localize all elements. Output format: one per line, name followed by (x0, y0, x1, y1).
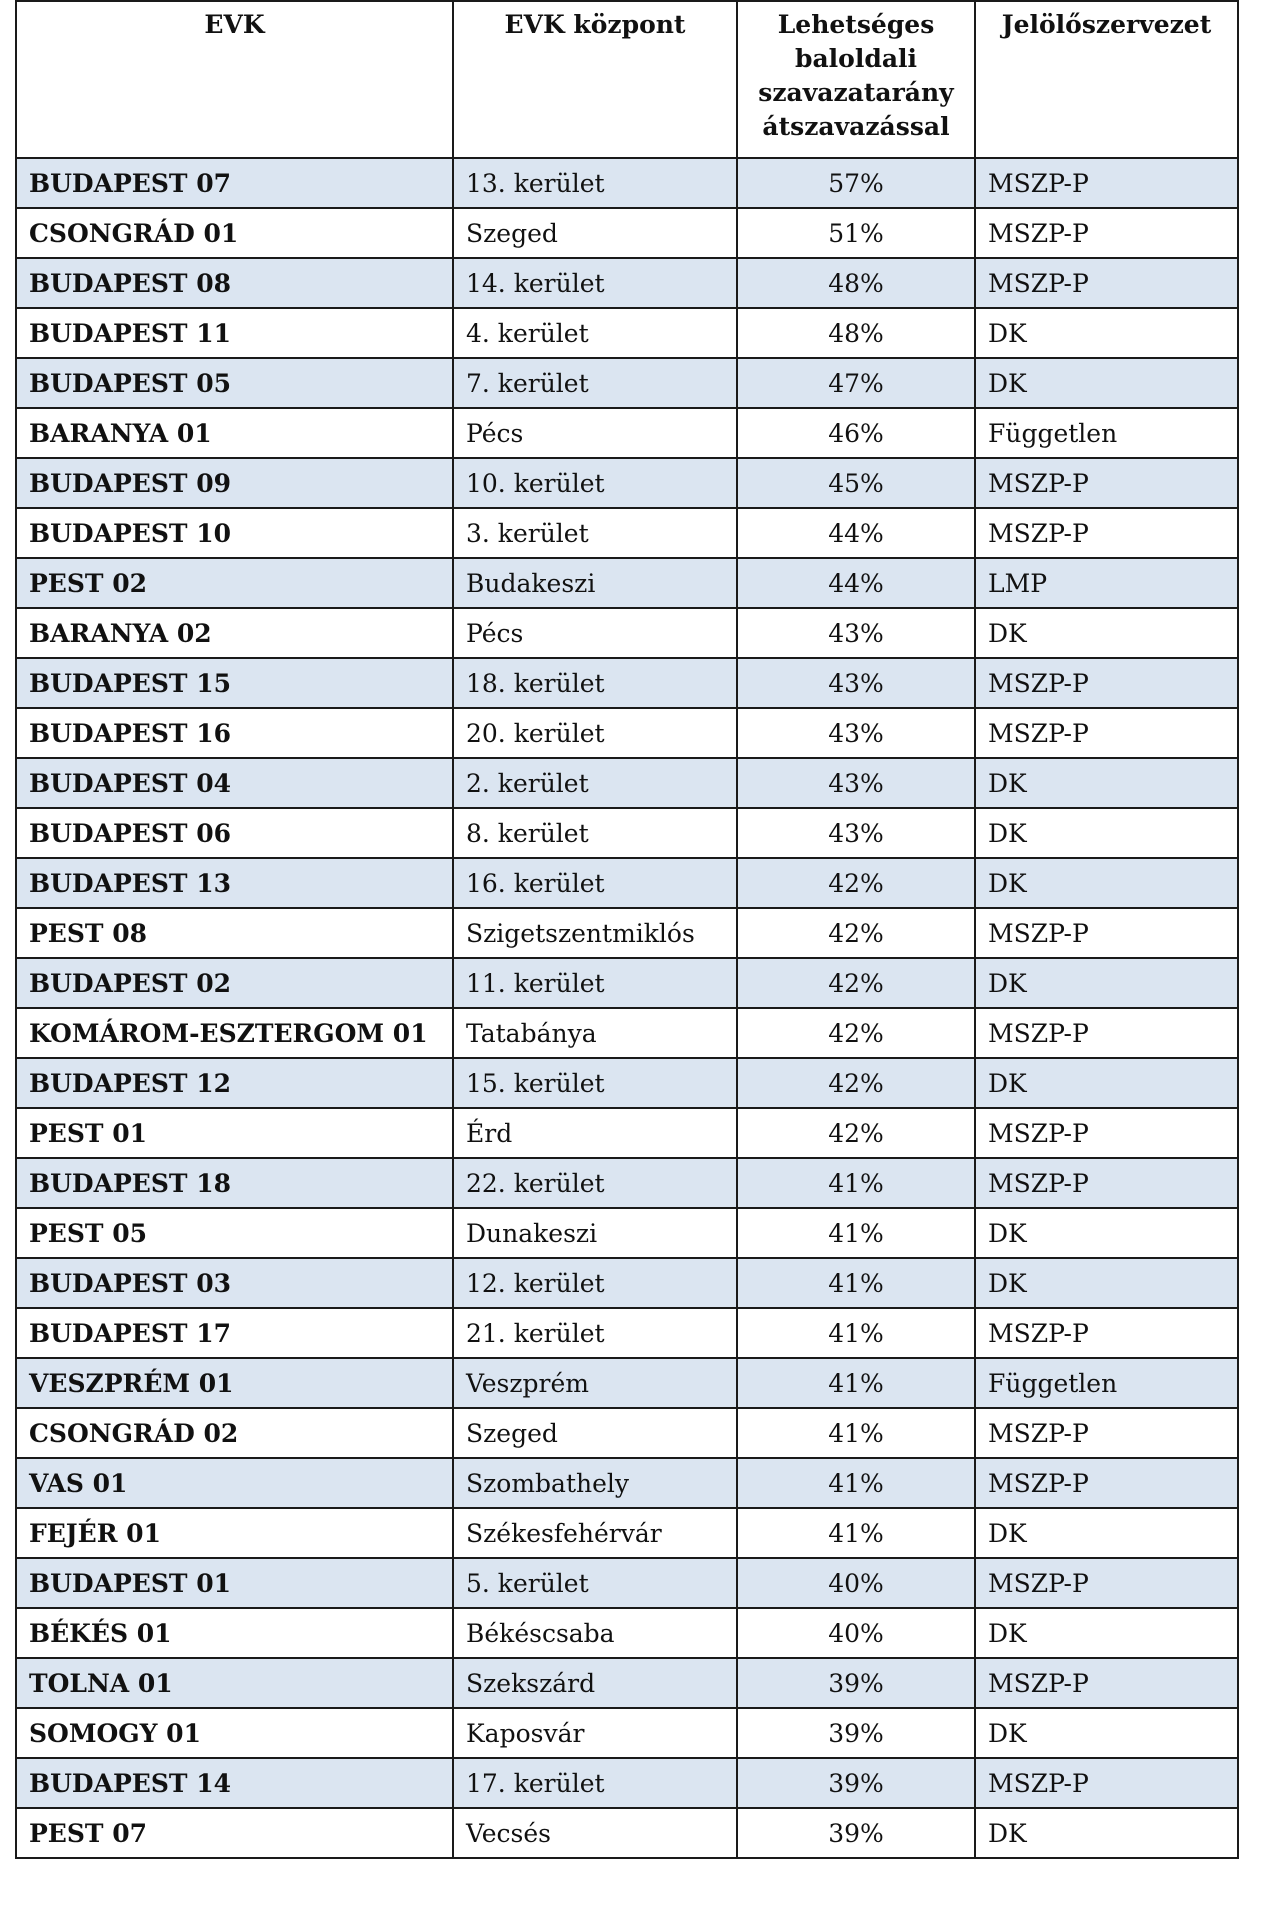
cell-share: 43% (737, 608, 975, 658)
table-row (16, 1558, 1238, 1608)
cell-evk: FEJÉR 01 (16, 1508, 453, 1558)
cell-center: 2. kerület (453, 758, 737, 808)
cell-share: 41% (737, 1158, 975, 1208)
cell-evk: CSONGRÁD 01 (16, 208, 453, 258)
cell-center: 11. kerület (453, 958, 737, 1008)
cell-share: 44% (737, 558, 975, 608)
cell-evk: BUDAPEST 10 (16, 508, 453, 558)
table-row (16, 1208, 1238, 1258)
table-row (16, 858, 1238, 908)
table-row (16, 908, 1238, 958)
cell-evk: PEST 07 (16, 1808, 453, 1858)
cell-evk: BUDAPEST 01 (16, 1558, 453, 1608)
cell-org: MSZP-P (975, 508, 1238, 558)
cell-center: Szeged (453, 208, 737, 258)
cell-center: Veszprém (453, 1358, 737, 1408)
table-body (16, 158, 1238, 1858)
cell-center: 18. kerület (453, 658, 737, 708)
table-row (16, 558, 1238, 608)
table-row (16, 1708, 1238, 1758)
table-row (16, 1008, 1238, 1058)
cell-center: Budakeszi (453, 558, 737, 608)
cell-org: DK (975, 758, 1238, 808)
cell-evk: BUDAPEST 13 (16, 858, 453, 908)
cell-evk: KOMÁROM-ESZTERGOM 01 (16, 1008, 453, 1058)
cell-center: 5. kerület (453, 1558, 737, 1608)
cell-org: MSZP-P (975, 1158, 1238, 1208)
cell-org: DK (975, 1808, 1238, 1858)
cell-org: DK (975, 858, 1238, 908)
cell-share: 48% (737, 308, 975, 358)
cell-evk: PEST 02 (16, 558, 453, 608)
cell-evk: BUDAPEST 14 (16, 1758, 453, 1808)
cell-center: Dunakeszi (453, 1208, 737, 1258)
table-row (16, 808, 1238, 858)
cell-center: 17. kerület (453, 1758, 737, 1808)
cell-org: DK (975, 1208, 1238, 1258)
table-row (16, 608, 1238, 658)
cell-share: 51% (737, 208, 975, 258)
column-header-org: Jelölőszervezet (975, 1, 1238, 158)
table-row (16, 1658, 1238, 1708)
cell-center: Szombathely (453, 1458, 737, 1508)
cell-org: MSZP-P (975, 258, 1238, 308)
cell-org: LMP (975, 558, 1238, 608)
cell-share: 42% (737, 1108, 975, 1158)
cell-evk: BUDAPEST 16 (16, 708, 453, 758)
cell-org: DK (975, 1258, 1238, 1308)
table-row (16, 1608, 1238, 1658)
cell-center: 10. kerület (453, 458, 737, 508)
cell-evk: PEST 05 (16, 1208, 453, 1258)
cell-share: 41% (737, 1458, 975, 1508)
cell-center: Vecsés (453, 1808, 737, 1858)
cell-evk: VESZPRÉM 01 (16, 1358, 453, 1408)
cell-evk: BUDAPEST 11 (16, 308, 453, 358)
cell-center: 14. kerület (453, 258, 737, 308)
cell-center: Kaposvár (453, 1708, 737, 1758)
cell-center: Pécs (453, 408, 737, 458)
cell-share: 40% (737, 1608, 975, 1658)
cell-share: 42% (737, 858, 975, 908)
cell-share: 45% (737, 458, 975, 508)
cell-org: DK (975, 1608, 1238, 1658)
cell-center: 4. kerület (453, 308, 737, 358)
cell-org: DK (975, 808, 1238, 858)
table-row (16, 208, 1238, 258)
cell-evk: BUDAPEST 12 (16, 1058, 453, 1108)
cell-evk: TOLNA 01 (16, 1658, 453, 1708)
cell-center: 16. kerület (453, 858, 737, 908)
cell-center: Székesfehérvár (453, 1508, 737, 1558)
header-row (16, 1, 1238, 158)
cell-share: 42% (737, 1058, 975, 1108)
cell-evk: BUDAPEST 03 (16, 1258, 453, 1308)
cell-org: DK (975, 1508, 1238, 1558)
cell-org: MSZP-P (975, 1108, 1238, 1158)
table-row (16, 1058, 1238, 1108)
table-row (16, 1258, 1238, 1308)
table-row (16, 1308, 1238, 1358)
cell-org: MSZP-P (975, 208, 1238, 258)
cell-org: DK (975, 308, 1238, 358)
cell-center: Szeged (453, 1408, 737, 1458)
table-row (16, 658, 1238, 708)
cell-share: 41% (737, 1258, 975, 1308)
cell-org: DK (975, 1708, 1238, 1758)
cell-org: MSZP-P (975, 708, 1238, 758)
cell-share: 41% (737, 1308, 975, 1358)
table-row (16, 1808, 1238, 1858)
cell-share: 44% (737, 508, 975, 558)
table-row (16, 958, 1238, 1008)
table-row (16, 458, 1238, 508)
cell-share: 41% (737, 1358, 975, 1408)
cell-center: Tatabánya (453, 1008, 737, 1058)
cell-org: DK (975, 608, 1238, 658)
column-header-share: Lehetséges baloldali szavazatarány átszavazással (737, 1, 975, 158)
cell-center: 8. kerület (453, 808, 737, 858)
table-row (16, 1358, 1238, 1408)
cell-evk: BUDAPEST 09 (16, 458, 453, 508)
table-row (16, 1158, 1238, 1208)
cell-org: Független (975, 408, 1238, 458)
cell-org: MSZP-P (975, 1758, 1238, 1808)
cell-share: 39% (737, 1708, 975, 1758)
table-row (16, 1458, 1238, 1508)
table-row (16, 708, 1238, 758)
district-table (15, 0, 1239, 1859)
cell-org: MSZP-P (975, 158, 1238, 208)
cell-evk: BUDAPEST 08 (16, 258, 453, 308)
cell-org: MSZP-P (975, 1658, 1238, 1708)
cell-share: 43% (737, 758, 975, 808)
cell-center: 21. kerület (453, 1308, 737, 1358)
cell-center: 3. kerület (453, 508, 737, 558)
cell-evk: BUDAPEST 17 (16, 1308, 453, 1358)
cell-evk: BUDAPEST 04 (16, 758, 453, 808)
cell-center: 22. kerület (453, 1158, 737, 1208)
cell-center: 7. kerület (453, 358, 737, 408)
cell-org: MSZP-P (975, 1558, 1238, 1608)
cell-evk: BUDAPEST 05 (16, 358, 453, 408)
column-header-center: EVK központ (453, 1, 737, 158)
cell-org: Független (975, 1358, 1238, 1408)
cell-share: 42% (737, 1008, 975, 1058)
cell-org: MSZP-P (975, 1308, 1238, 1358)
cell-evk: BUDAPEST 02 (16, 958, 453, 1008)
cell-share: 41% (737, 1508, 975, 1558)
cell-center: Békéscsaba (453, 1608, 737, 1658)
cell-evk: BUDAPEST 18 (16, 1158, 453, 1208)
cell-center: Pécs (453, 608, 737, 658)
cell-share: 57% (737, 158, 975, 208)
cell-share: 43% (737, 808, 975, 858)
cell-center: 20. kerület (453, 708, 737, 758)
cell-org: MSZP-P (975, 1008, 1238, 1058)
cell-share: 43% (737, 708, 975, 758)
table-row (16, 258, 1238, 308)
cell-share: 42% (737, 908, 975, 958)
cell-share: 43% (737, 658, 975, 708)
table-row (16, 308, 1238, 358)
cell-share: 42% (737, 958, 975, 1008)
cell-center: Szigetszentmiklós (453, 908, 737, 958)
cell-evk: CSONGRÁD 02 (16, 1408, 453, 1458)
table-row (16, 408, 1238, 458)
table-row (16, 1108, 1238, 1158)
cell-evk: SOMOGY 01 (16, 1708, 453, 1758)
cell-org: DK (975, 358, 1238, 408)
cell-share: 41% (737, 1408, 975, 1458)
table-row (16, 1758, 1238, 1808)
cell-share: 48% (737, 258, 975, 308)
cell-org: MSZP-P (975, 658, 1238, 708)
cell-org: DK (975, 1058, 1238, 1108)
cell-evk: PEST 01 (16, 1108, 453, 1158)
cell-center: Érd (453, 1108, 737, 1158)
cell-share: 41% (737, 1208, 975, 1258)
table-row (16, 508, 1238, 558)
cell-center: 15. kerület (453, 1058, 737, 1108)
cell-evk: BÉKÉS 01 (16, 1608, 453, 1658)
table-row (16, 758, 1238, 808)
cell-evk: VAS 01 (16, 1458, 453, 1508)
column-header-evk: EVK (16, 1, 453, 158)
cell-evk: BUDAPEST 07 (16, 158, 453, 208)
cell-evk: BUDAPEST 15 (16, 658, 453, 708)
table-row (16, 158, 1238, 208)
cell-org: MSZP-P (975, 908, 1238, 958)
cell-evk: PEST 08 (16, 908, 453, 958)
cell-share: 40% (737, 1558, 975, 1608)
cell-share: 39% (737, 1758, 975, 1808)
cell-share: 46% (737, 408, 975, 458)
cell-share: 47% (737, 358, 975, 408)
cell-evk: BUDAPEST 06 (16, 808, 453, 858)
table-row (16, 1508, 1238, 1558)
cell-evk: BARANYA 02 (16, 608, 453, 658)
cell-evk: BARANYA 01 (16, 408, 453, 458)
cell-share: 39% (737, 1658, 975, 1708)
cell-center: 13. kerület (453, 158, 737, 208)
table-row (16, 1408, 1238, 1458)
cell-org: MSZP-P (975, 458, 1238, 508)
cell-center: 12. kerület (453, 1258, 737, 1308)
cell-org: DK (975, 958, 1238, 1008)
table-row (16, 358, 1238, 408)
cell-org: MSZP-P (975, 1458, 1238, 1508)
cell-org: MSZP-P (975, 1408, 1238, 1458)
cell-center: Szekszárd (453, 1658, 737, 1708)
cell-share: 39% (737, 1808, 975, 1858)
